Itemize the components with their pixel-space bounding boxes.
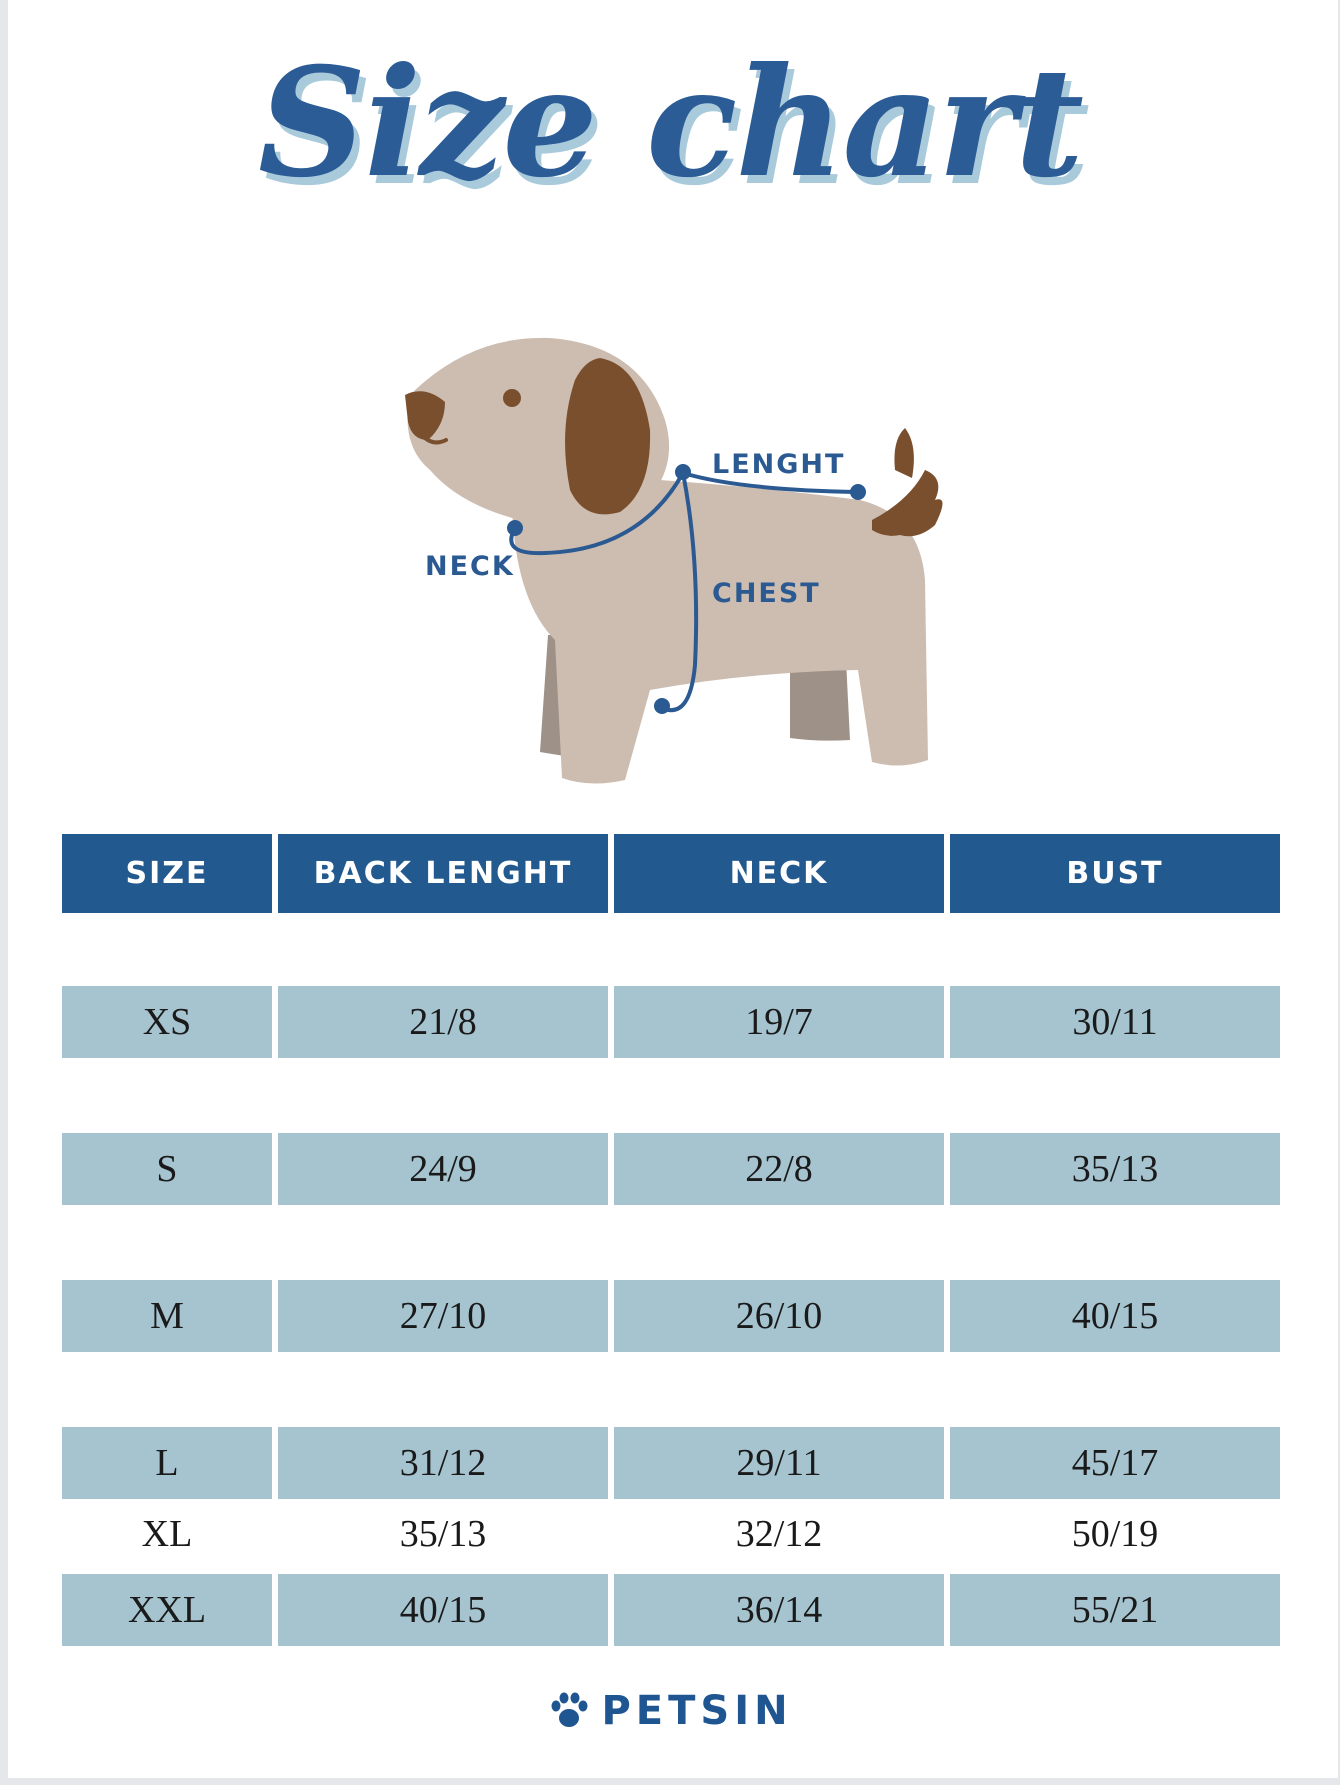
brand-logo [0,1688,1340,1734]
paw-icon [547,1689,591,1733]
dog-measurement-diagram [0,320,1340,790]
cell-neck: 26/10 [614,1280,944,1352]
cell-neck: 19/7 [614,986,944,1058]
cell-neck: 22/8 [614,1133,944,1205]
cell-bust: 40/15 [950,1280,1280,1352]
cell-size: XXL [62,1574,272,1646]
cell-back-length: 21/8 [278,986,608,1058]
cell-size: L [62,1427,272,1499]
cell-neck: 32/12 [735,1513,823,1555]
cell-neck: 36/14 [614,1574,944,1646]
header-neck: NECK [614,834,944,913]
table-row [62,1427,1280,1499]
table-row [62,1499,1280,1569]
header-back-length: BACK LENGHT [278,834,608,913]
header-size: SIZE [62,834,272,913]
cell-back-length: 27/10 [278,1280,608,1352]
cell-bust: 50/19 [1071,1513,1159,1555]
table-row [62,1574,1280,1646]
length-end-dot [850,484,866,500]
cell-size: XS [62,986,272,1058]
brand-name: PETSIN [601,1688,793,1734]
cell-size: S [62,1133,272,1205]
page-title: Size chart [257,35,1083,211]
cell-bust: 45/17 [950,1427,1280,1499]
table-header-row [62,834,1280,913]
cell-size: XL [141,1513,193,1555]
cell-back-length: 24/9 [278,1133,608,1205]
cell-back-length: 35/13 [399,1513,487,1555]
cell-back-length: 31/12 [278,1427,608,1499]
chest-dot [654,698,670,714]
header-bust: BUST [950,834,1280,913]
cell-back-length: 40/15 [278,1574,608,1646]
dog-eye [503,389,521,407]
cell-bust: 55/21 [950,1574,1280,1646]
length-label: LENGHT [712,449,846,480]
table-row [62,986,1280,1058]
table-row [62,1280,1280,1352]
table-row [62,1133,1280,1205]
cell-size: M [62,1280,272,1352]
neck-dot [507,520,523,536]
cell-bust: 30/11 [950,986,1280,1058]
chest-label: CHEST [712,578,821,609]
cell-bust: 35/13 [950,1133,1280,1205]
dog-tail [872,428,943,536]
cell-neck: 29/11 [614,1427,944,1499]
neck-label: NECK [425,551,515,582]
